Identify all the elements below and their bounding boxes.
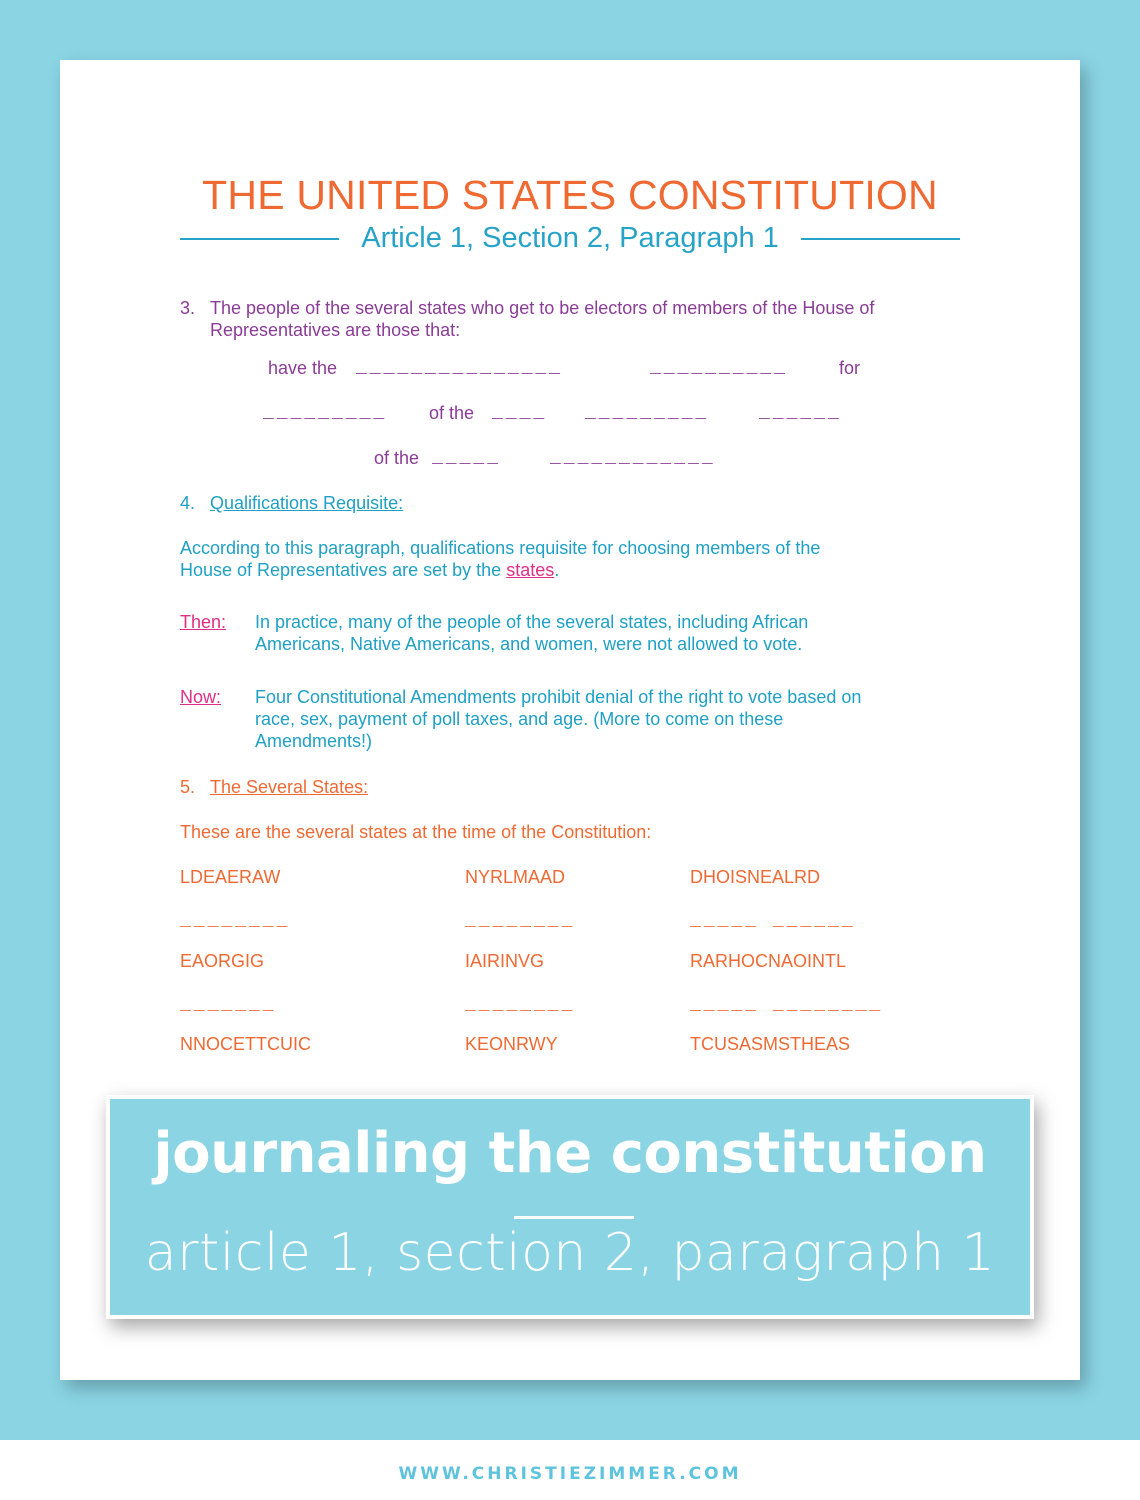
q3-fill2-blank-3[interactable]: _________ <box>585 403 710 423</box>
q3-fill2-blank-2[interactable]: ____ <box>492 403 548 423</box>
q3-fill3-blank-2[interactable]: ____________ <box>550 448 716 468</box>
answer-blank[interactable]: _______ <box>180 995 277 1015</box>
now-line-2: race, sex, payment of poll taxes, and age. (More to come on these <box>255 709 784 729</box>
q3-fill1-blank-1[interactable]: _______________ <box>356 358 564 378</box>
scrambled-state: NYRLMAAD <box>465 867 566 887</box>
scrambled-state: LDEAERAW <box>180 867 281 887</box>
q4-paragraph-line-2 <box>180 559 559 581</box>
q3-fill1-blank-2[interactable]: __________ <box>650 358 789 378</box>
subtitle-row <box>180 222 960 255</box>
answer-blank[interactable]: ________ <box>180 911 291 931</box>
q3-fill1-text: have the <box>268 358 338 378</box>
scrambled-state: EAORGIG <box>180 951 265 971</box>
q4-paragraph-line-1: According to this paragraph, qualifications requisite for choosing members of the <box>180 538 821 558</box>
q4-answer-states: states <box>506 560 555 580</box>
q3-line-2: Representatives are those that: <box>210 320 461 340</box>
q4-number: 4. <box>180 493 196 513</box>
now-line-1: Four Constitutional Amendments prohibit denial of the right to vote based on <box>255 687 862 707</box>
scrambled-state: TCUSASMSTHEAS <box>690 1034 851 1054</box>
answer-blank[interactable]: _____ ________ <box>690 995 884 1015</box>
q3-line-1: The people of the several states who get to be electors of members of the House of <box>210 298 875 318</box>
subtitle-rule-right <box>801 238 960 240</box>
scrambled-state: NNOCETTCUIC <box>180 1034 311 1054</box>
q5-intro: These are the several states at the time of the Constitution: <box>180 822 652 842</box>
q3-number: 3. <box>180 298 196 318</box>
now-line-3: Amendments!) <box>255 731 373 751</box>
then-label: Then: <box>180 612 227 632</box>
q5-number: 5. <box>180 777 196 797</box>
q3-fill2-text: of the <box>429 403 475 423</box>
q3-fill2-blank-1[interactable]: _________ <box>263 403 388 423</box>
banner-divider <box>514 1216 634 1219</box>
q4-heading: Qualifications Requisite: <box>210 493 404 513</box>
q3-fill3-text: of the <box>374 448 420 468</box>
q3-fill2-blank-4[interactable]: ______ <box>759 403 842 423</box>
worksheet-title: THE UNITED STATES CONSTITUTION <box>202 172 938 218</box>
now-label: Now: <box>180 687 222 707</box>
then-line-2: Americans, Native Americans, and women, were not allowed to vote. <box>255 634 803 654</box>
scrambled-state: KEONRWY <box>465 1034 558 1054</box>
answer-blank[interactable]: _____ ______ <box>690 911 856 931</box>
then-line-1: In practice, many of the people of the several states, including African <box>255 612 809 632</box>
subtitle-rule-left <box>180 238 339 240</box>
banner-title: journaling the constitution <box>153 1121 987 1186</box>
website-url[interactable]: WWW.CHRISTIEZIMMER.COM <box>398 1464 742 1484</box>
answer-blank[interactable]: ________ <box>465 911 576 931</box>
banner-subtitle: article 1, section 2, paragraph 1 <box>144 1223 996 1283</box>
q5-heading: The Several States: <box>210 777 369 797</box>
q3-fill3-blank-1[interactable]: _____ <box>432 448 502 468</box>
q3-fill1-end: for <box>839 358 861 378</box>
worksheet-subtitle: Article 1, Section 2, Paragraph 1 <box>361 222 779 254</box>
q4-paragraph-text: House of Representatives are set by the <box>180 560 507 580</box>
q4-paragraph-end: . <box>554 560 560 580</box>
footer <box>0 1440 1140 1500</box>
scrambled-state: DHOISNEALRD <box>690 867 821 887</box>
title-banner <box>106 1095 1034 1319</box>
scrambled-state: IAIRINVG <box>465 951 545 971</box>
answer-blank[interactable]: ________ <box>465 995 576 1015</box>
scrambled-state: RARHOCNAOINTL <box>690 951 847 971</box>
